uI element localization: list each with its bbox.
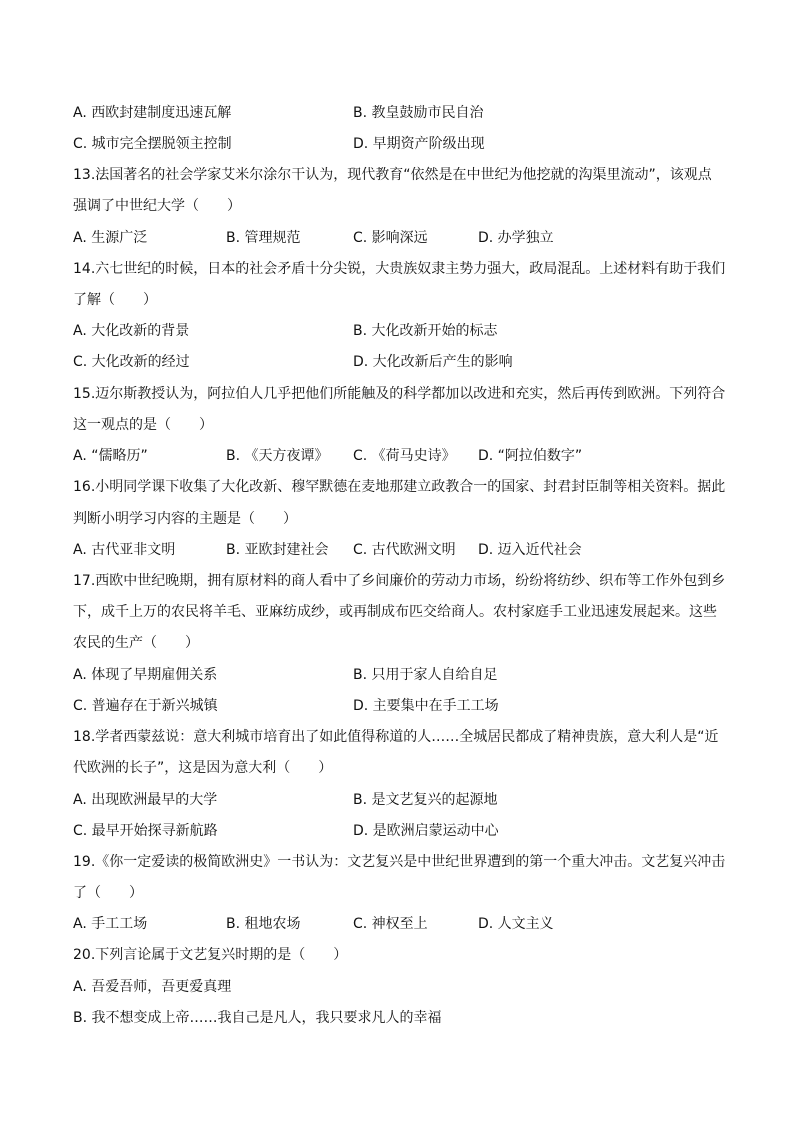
q16-option-c: C. 古代欧洲文明	[353, 542, 456, 558]
q19-stem-line1: 19.《你一定爱读的极简欧洲史》一书认为：文艺复兴是中世纪世界遭到的第一个重大冲击。文艺复兴冲击	[73, 854, 726, 870]
q18-option-a: A. 出现欧洲最早的大学	[73, 792, 218, 808]
q19-stem-line2: 了（ ）	[73, 885, 143, 901]
q19-option-c: C. 神权至上	[353, 916, 428, 932]
q18-stem-line2: 代欧洲的长子”，这是因为意大利（ ）	[73, 760, 333, 776]
q12-option-b: B. 教皇鼓励市民自治	[353, 105, 484, 121]
q17-option-d: D. 主要集中在手工工场	[353, 698, 499, 714]
q16-option-a: A. 古代亚非文明	[73, 542, 176, 558]
q14-option-b: B. 大化改新开始的标志	[353, 323, 498, 339]
q13-option-a: A. 生源广泛	[73, 230, 148, 246]
q13-stem-line1: 13.法国著名的社会学家艾米尔涂尔干认为，现代教育“依然是在中世纪为他挖就的沟渠里流动”，该观点	[73, 167, 712, 183]
q17-option-b: B. 只用于家人自给自足	[353, 667, 498, 683]
q18-option-b: B. 是文艺复兴的起源地	[353, 792, 498, 808]
q13-option-c: C. 影响深远	[353, 230, 428, 246]
q13-option-b: B. 管理规范	[226, 230, 301, 246]
q20-stem-line1: 20.下列言论属于文艺复兴时期的是（ ）	[73, 947, 348, 963]
q15-option-d: D. “阿拉伯数字”	[478, 448, 583, 464]
q12-option-a: A. 西欧封建制度迅速瓦解	[73, 105, 232, 121]
q15-option-b: B. 《天方夜谭》	[226, 448, 329, 464]
q17-stem-line1: 17.西欧中世纪晚期，拥有原材料的商人看中了乡间廉价的劳动力市场，纷纷将纺纱、织布等工作外包到乡	[73, 573, 726, 589]
q14-stem-line2: 了解（ ）	[73, 292, 157, 308]
q16-stem-line2: 判断小明学习内容的主题是（ ）	[73, 511, 297, 527]
q19-option-d: D. 人文主义	[478, 916, 554, 932]
q18-option-c: C. 最早开始探寻新航路	[73, 823, 218, 839]
q13-stem-line2: 强调了中世纪大学（ ）	[73, 198, 241, 214]
q16-stem-line1: 16.小明同学课下收集了大化改新、穆罕默德在麦地那建立政教合一的国家、封君封臣制等相关资料。据此	[73, 479, 726, 495]
q14-option-d: D. 大化改新后产生的影响	[353, 354, 513, 370]
q15-option-a: A. “儒略历”	[73, 448, 148, 464]
q17-stem-line3: 农民的生产（ ）	[73, 635, 199, 651]
q17-option-a: A. 体现了早期雇佣关系	[73, 667, 218, 683]
q19-option-b: B. 租地农场	[226, 916, 301, 932]
q16-option-b: B. 亚欧封建社会	[226, 542, 329, 558]
q18-stem-line1: 18.学者西蒙兹说：意大利城市培育出了如此值得称道的人……全城居民都成了精神贵族，意大利人是“近	[73, 729, 719, 745]
q13-option-d: D. 办学独立	[478, 230, 554, 246]
q14-option-c: C. 大化改新的经过	[73, 354, 190, 370]
q15-stem-line1: 15.迈尔斯教授认为，阿拉伯人几乎把他们所能触及的科学都加以改进和充实，然后再传到欧洲。下列符合	[73, 386, 726, 402]
q12-option-c: C. 城市完全摆脱领主控制	[73, 136, 232, 152]
q16-option-d: D. 迈入近代社会	[478, 542, 582, 558]
q17-option-c: C. 普遍存在于新兴城镇	[73, 698, 218, 714]
q12-option-d: D. 早期资产阶级出现	[353, 136, 485, 152]
q14-stem-line1: 14.六七世纪的时候，日本的社会矛盾十分尖锐，大贵族奴隶主势力强大，政局混乱。上述材料有助于我们	[73, 261, 726, 277]
q14-option-a: A. 大化改新的背景	[73, 323, 190, 339]
q19-option-a: A. 手工工场	[73, 916, 148, 932]
q20-option-b: B. 我不想变成上帝……我自己是凡人，我只要求凡人的幸福	[73, 1010, 442, 1026]
q20-option-a: A. 吾爱吾师，吾更爱真理	[73, 979, 232, 995]
q15-stem-line2: 这一观点的是（ ）	[73, 417, 213, 433]
q17-stem-line2: 下，成千上万的农民将羊毛、亚麻纺成纱，或再制成布匹交给商人。农村家庭手工业迅速发展起来。这些	[73, 604, 717, 620]
q15-option-c: C. 《荷马史诗》	[353, 448, 456, 464]
q18-option-d: D. 是欧洲启蒙运动中心	[353, 823, 499, 839]
